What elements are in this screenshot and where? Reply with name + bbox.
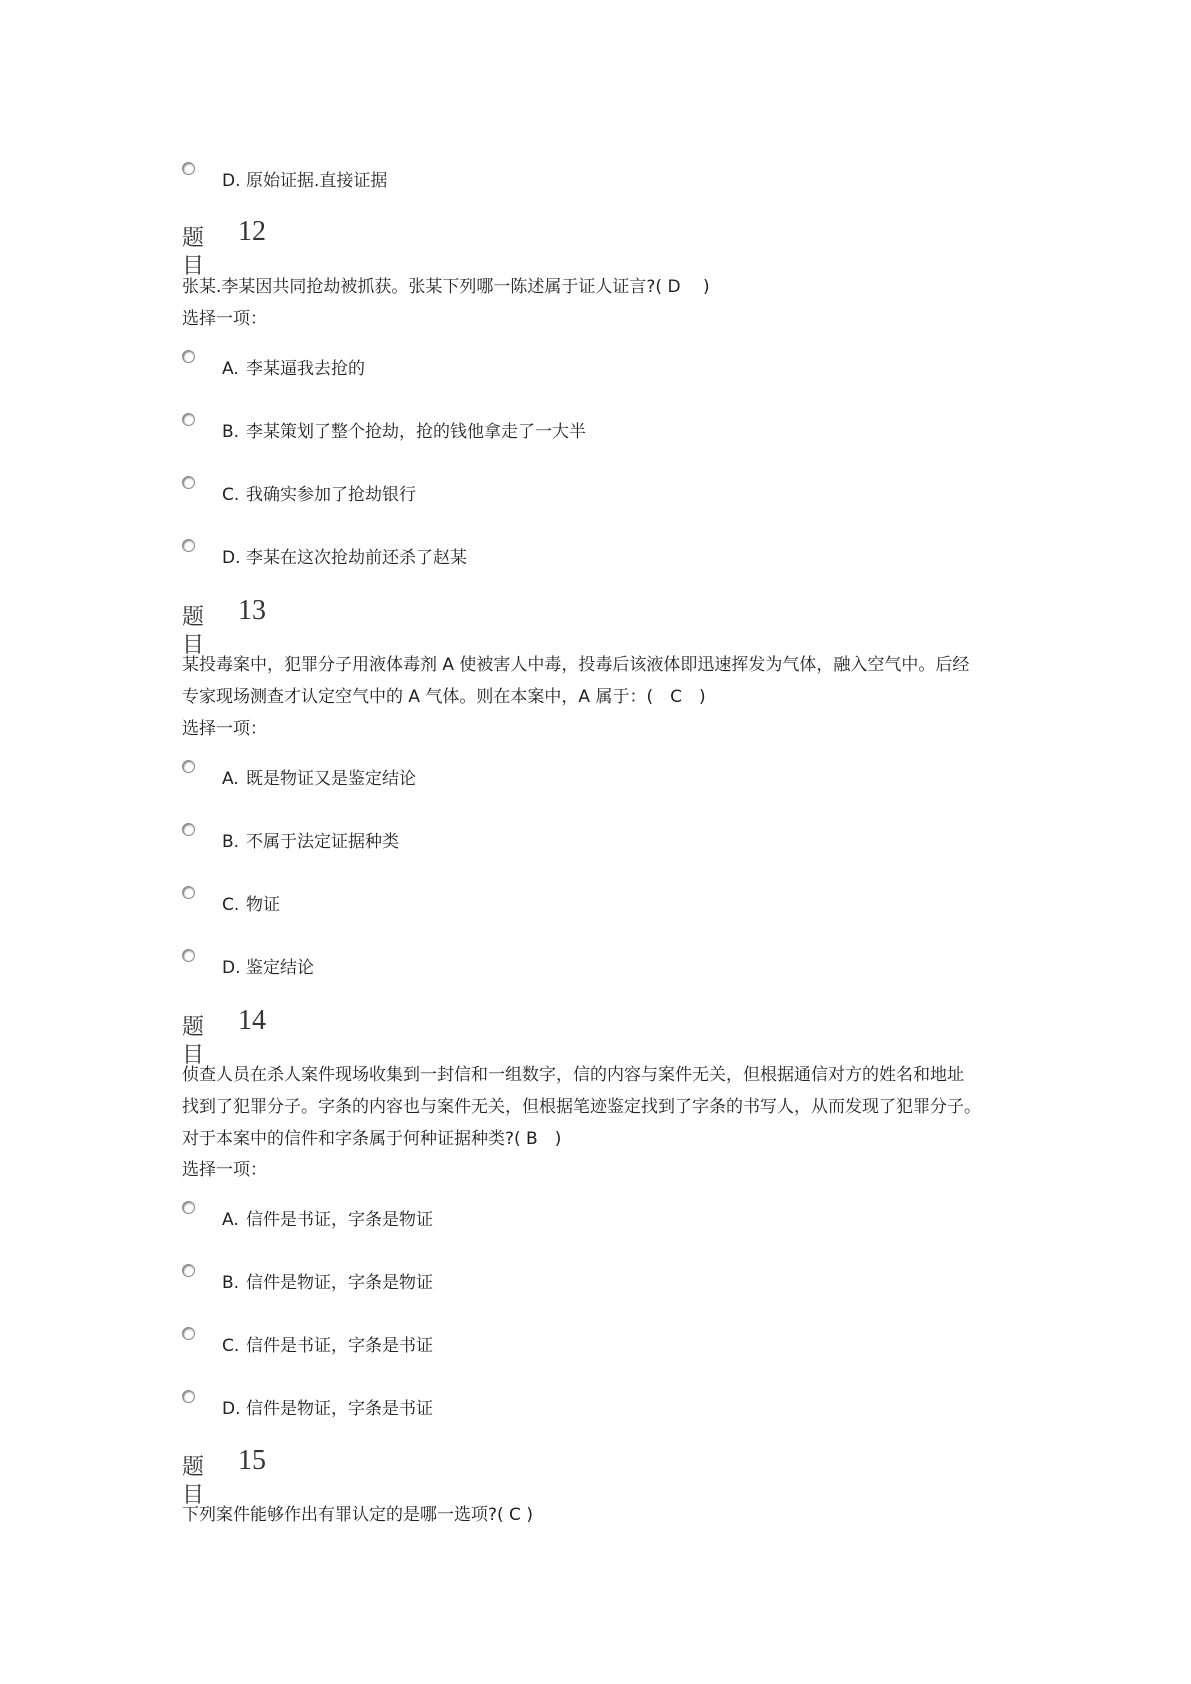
choose-one-prompt: 选择一项： — [182, 1160, 267, 1180]
question-text: 张某.李某因共同抢劫被抓获。张某下列哪一陈述属于证人证言?( D ) — [182, 277, 710, 297]
option-text: 李某逼我去抢的 — [246, 359, 365, 379]
option-text: 不属于法定证据种类 — [246, 832, 399, 852]
option-letter: B. — [222, 422, 240, 442]
question-text: 侦查人员在杀人案件现场收集到一封信和一组数字，信的内容与案件无关，但根据通信对方的姓名和地址 — [182, 1065, 964, 1085]
option-text: 信件是书证，字条是物证 — [246, 1210, 433, 1230]
option-text: 鉴定结论 — [246, 958, 314, 978]
option-text: 信件是物证，字条是书证 — [246, 1399, 433, 1419]
option-text: 原始证据.直接证据 — [246, 171, 388, 191]
question-number: 15 — [238, 1445, 266, 1476]
question-label: 题目 — [182, 1015, 205, 1068]
question-label: 题目 — [182, 605, 205, 658]
question-label: 题目 — [182, 226, 205, 279]
question-text: 找到了犯罪分子。字条的内容也与案件无关，但根据笔迹鉴定找到了字条的书写人，从而发现了犯罪分子。 — [182, 1097, 981, 1117]
radio-button-icon[interactable] — [182, 413, 195, 426]
option-letter: C. — [222, 1336, 240, 1356]
question-text: 下列案件能够作出有罪认定的是哪一选项?( C ) — [182, 1505, 533, 1525]
radio-button-icon[interactable] — [182, 1390, 195, 1403]
radio-button-icon[interactable] — [182, 1264, 195, 1277]
question-number: 14 — [238, 1005, 266, 1036]
option-text: 信件是书证，字条是书证 — [246, 1336, 433, 1356]
option-letter: A. — [222, 359, 239, 379]
option-letter: A. — [222, 769, 239, 789]
radio-button-icon[interactable] — [182, 1201, 195, 1214]
choose-one-prompt: 选择一项： — [182, 719, 267, 739]
option-letter: D. — [222, 1399, 241, 1419]
question-number: 13 — [238, 595, 266, 626]
radio-button-icon[interactable] — [182, 1327, 195, 1340]
option-text: 既是物证又是鉴定结论 — [246, 769, 416, 789]
question-label: 题目 — [182, 1455, 205, 1508]
option-letter: C. — [222, 895, 240, 915]
option-letter: D. — [222, 171, 241, 191]
radio-button-icon[interactable] — [182, 886, 195, 899]
radio-button-icon[interactable] — [182, 539, 195, 552]
radio-button-icon[interactable] — [182, 760, 195, 773]
option-letter: D. — [222, 958, 241, 978]
radio-button-icon[interactable] — [182, 949, 195, 962]
radio-button-icon[interactable] — [182, 350, 195, 363]
option-text: 李某在这次抢劫前还杀了赵某 — [246, 548, 467, 568]
question-text: 对于本案中的信件和字条属于何种证据种类?( B ) — [182, 1129, 562, 1149]
question-number: 12 — [238, 216, 266, 247]
radio-button-icon[interactable] — [182, 823, 195, 836]
option-letter: D. — [222, 548, 241, 568]
question-text: 专家现场测查才认定空气中的 A 气体。则在本案中，A 属于：( C ) — [182, 687, 706, 707]
radio-button-icon[interactable] — [182, 162, 195, 175]
option-text: 我确实参加了抢劫银行 — [246, 485, 416, 505]
option-letter: B. — [222, 832, 240, 852]
radio-button-icon[interactable] — [182, 476, 195, 489]
option-text: 物证 — [246, 895, 280, 915]
question-text: 某投毒案中，犯罪分子用液体毒剂 A 使被害人中毒，投毒后该液体即迅速挥发为气体，融入空气中。后经 — [182, 655, 970, 675]
option-letter: B. — [222, 1273, 240, 1293]
option-letter: A. — [222, 1210, 239, 1230]
option-text: 李某策划了整个抢劫，抢的钱他拿走了一大半 — [246, 422, 586, 442]
choose-one-prompt: 选择一项： — [182, 309, 267, 329]
option-text: 信件是物证，字条是物证 — [246, 1273, 433, 1293]
option-letter: C. — [222, 485, 240, 505]
